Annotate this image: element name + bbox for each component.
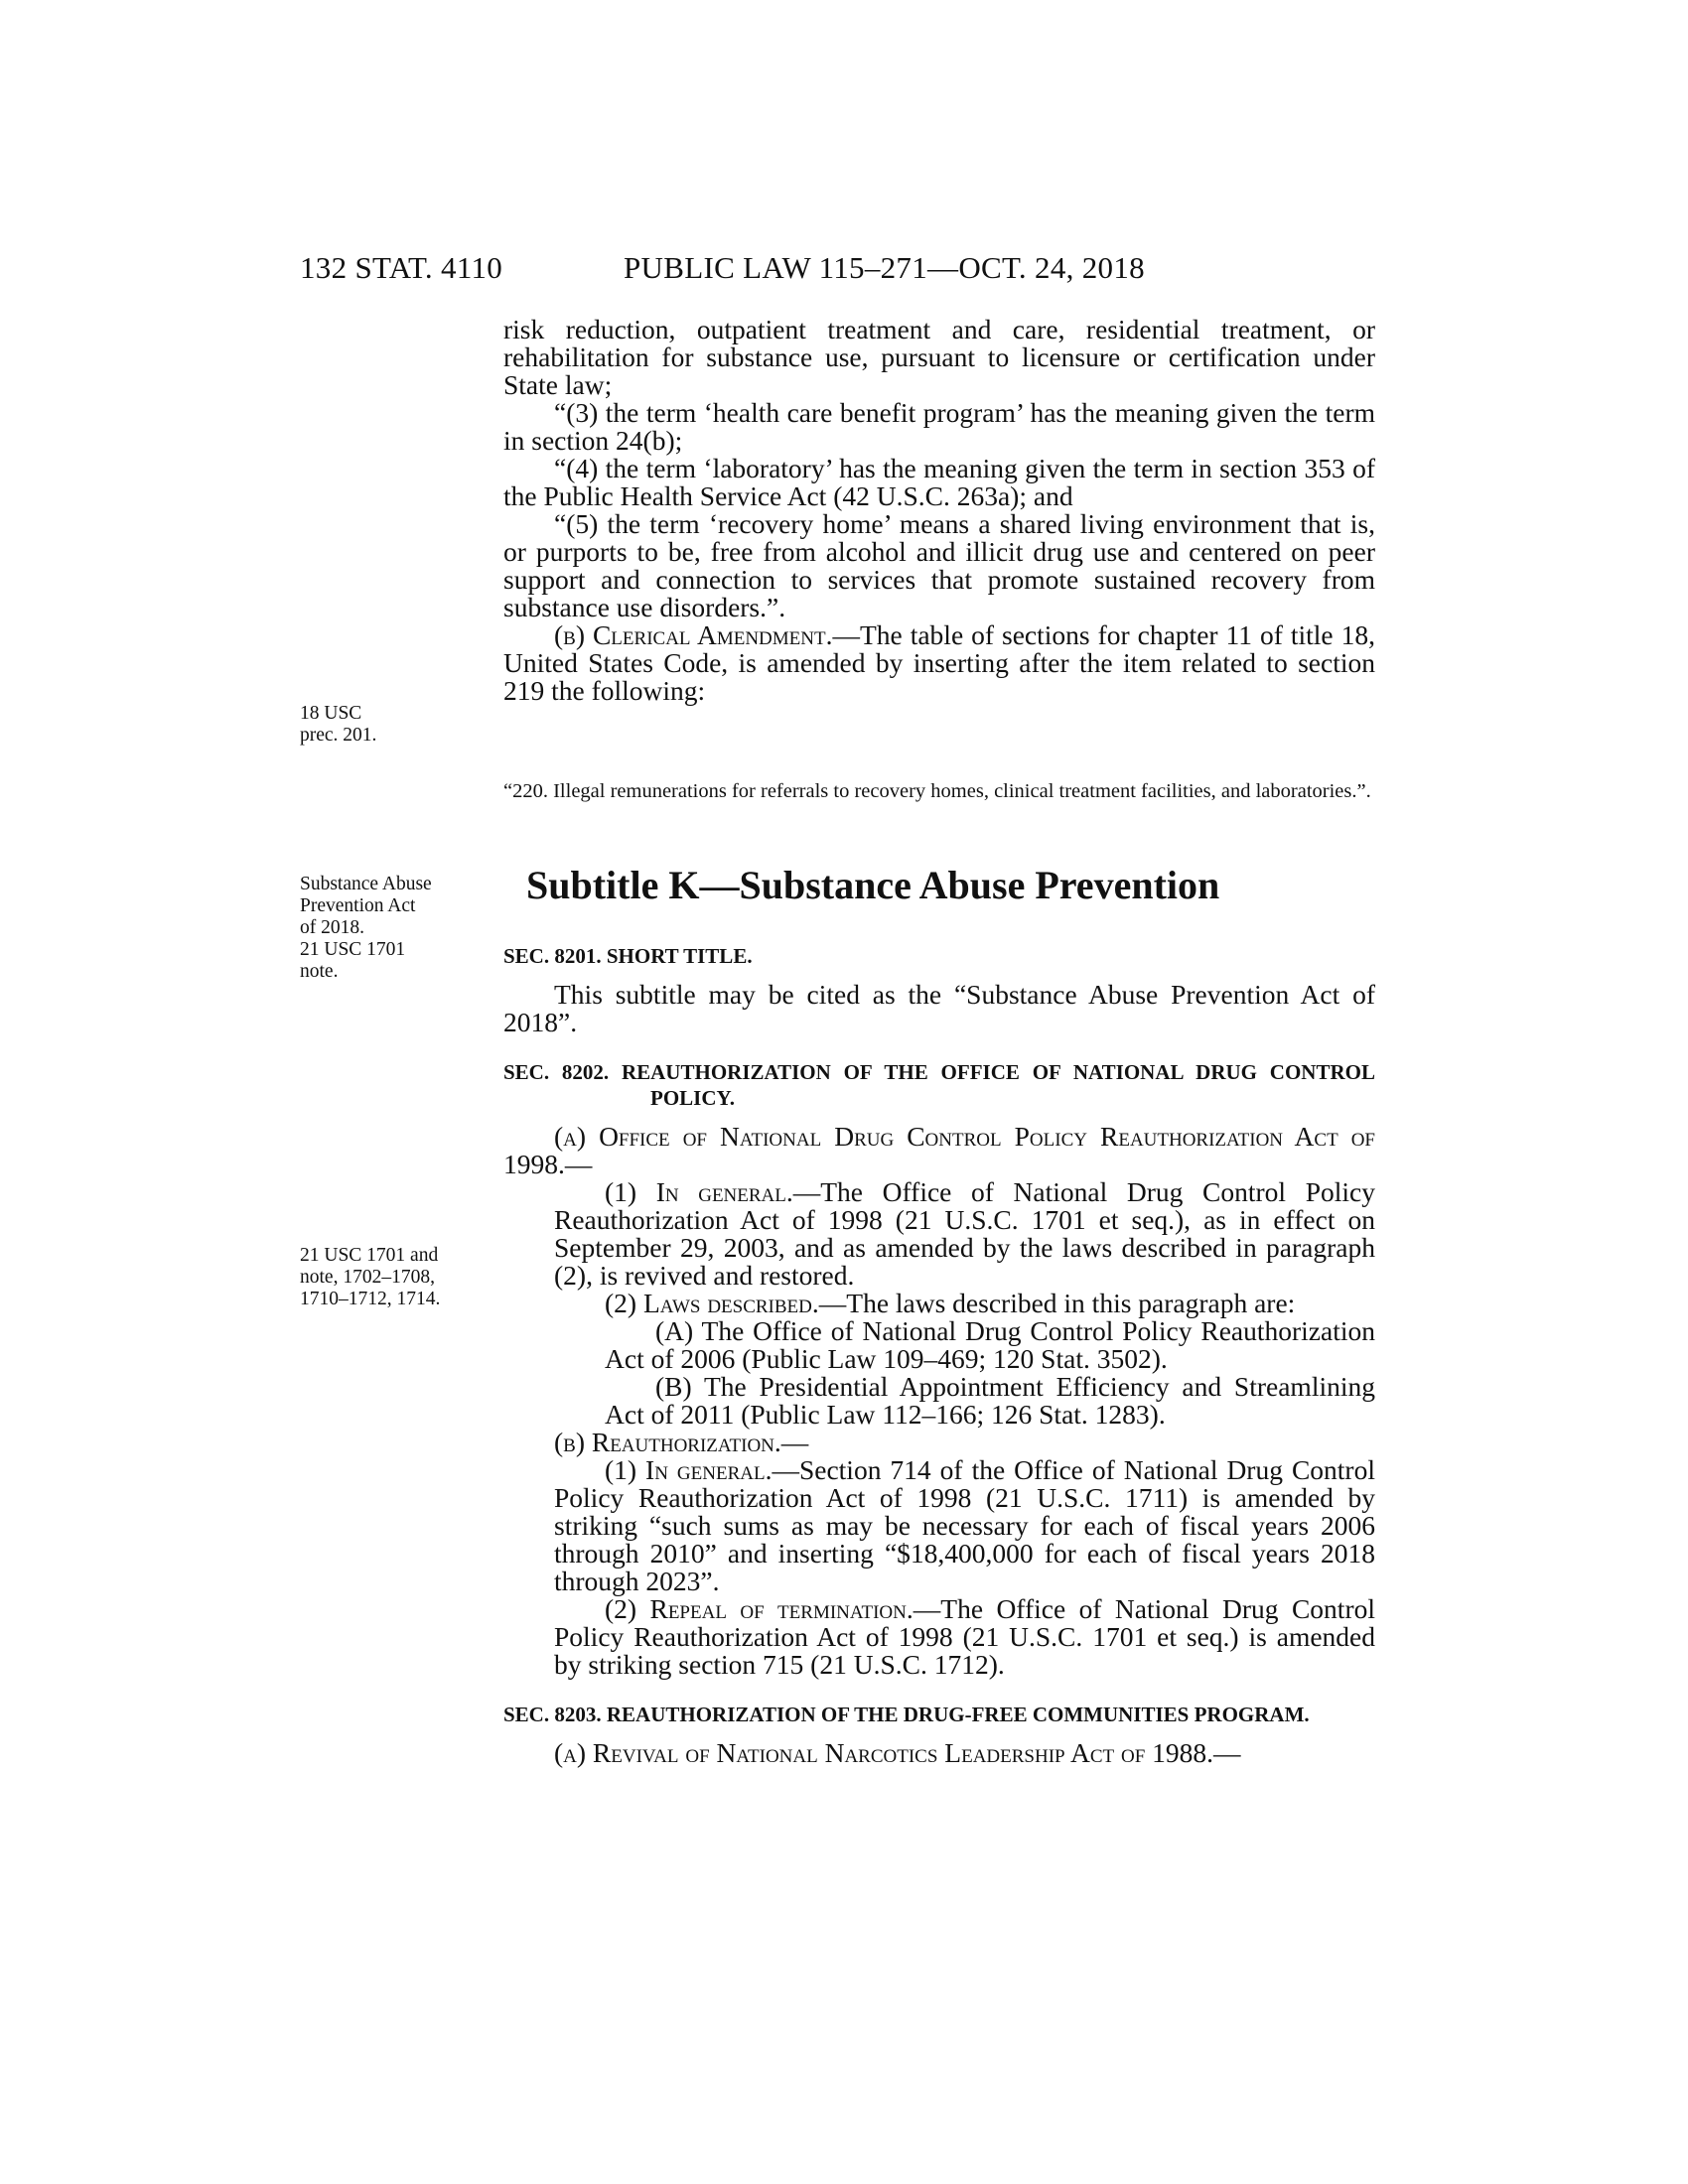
margin-note-line: 1710–1712, 1714.: [300, 1289, 441, 1309]
page-law-title: PUBLIC LAW 115–271—OCT. 24, 2018: [624, 250, 1145, 285]
sec-8202-heading: SEC. 8202. REAUTHORIZATION OF THE OFFICE OF NATIONAL DRUG CONTROL POLICY.: [503, 1060, 1375, 1110]
paragraph-definition-5: “(5) the term ‘recovery home’ means a shared living environment that is, or purports to be, free from alcohol and illicit drug use and centered on peer support and connection to services that promote sustained recovery from substance use disorders.”.: [503, 508, 1375, 622]
paragraph-definition-4: “(4) the term ‘laboratory’ has the meaning given the term in section 353 of the Public Health Service Act (42 U.S.C. 263a); and: [503, 453, 1375, 511]
margin-note-line: note.: [300, 961, 339, 982]
margin-note-substance-abuse-act: [300, 874, 479, 983]
sec-8202-a-label: (a) Office of National Drug Control Policy Reauthorization Act of 1998.: [503, 1121, 1375, 1179]
sec-8202-b-label: (b) Reauthorization.: [554, 1427, 781, 1457]
sec-8202-b1-text: —Section 714 of the Office of National Drug Control Policy Reauthorization Act of 1998 (21 U.S.C. 1711) is amended by striking “such sums as may be necessary for each of fiscal years 2006 through 2010” and inserting “$18,400,000 for each of fiscal years 2018 through 2023”.: [554, 1454, 1375, 1596]
sec-8202-b2: [503, 1595, 1375, 1679]
sec-8203-a-label: (a) Revival of National Narcotics Leadership Act of 1988.: [554, 1737, 1214, 1768]
margin-note-line: 18 USC: [300, 703, 362, 724]
margin-note-18-usc: [300, 703, 479, 747]
clerical-amendment-label: (b) Clerical Amendment.: [554, 619, 833, 650]
sec-8202-b-dash: —: [780, 1427, 809, 1457]
sections-block: [503, 943, 1375, 1767]
margin-note-line: prec. 201.: [300, 725, 377, 746]
sec-8202-a1-text: —The Office of National Drug Control Policy Reauthorization Act of 1998 (21 U.S.C. 1701 et seq.), as in effect on September 29, 2003, and as amended by the laws described in paragraph (2), is revived and restored.: [554, 1176, 1375, 1291]
sec-8202-a2-label: (2) Laws described.: [605, 1288, 819, 1318]
paragraph-continuation: risk reduction, outpatient treatment and care, residential treatment, or rehabilitation for substance use, pursuant to licensure or certification under State law;: [503, 314, 1375, 400]
margin-note-line: Prevention Act: [300, 895, 416, 916]
sec-8202-a1-label: (1) In general.: [605, 1176, 793, 1207]
margin-note-line: note, 1702–1708,: [300, 1267, 435, 1288]
sec-8202-b: [503, 1429, 1375, 1456]
paragraph-definition-3: “(3) the term ‘health care benefit program’ has the meaning given the term in section 24(b);: [503, 397, 1375, 456]
toc-item-220: “220. Illegal remunerations for referrals to recovery homes, clinical treatment facilities, and laboratories.”.: [503, 780, 1371, 802]
definitions-block: [503, 316, 1375, 705]
clerical-amendment-text: —The table of sections for chapter 11 of title 18, United States Code, is amended by inserting after the item related to section 219 the following:: [503, 619, 1375, 706]
margin-note-21-usc-1701: [300, 1245, 479, 1310]
sec-8202-a-dash: —: [564, 1149, 593, 1179]
sec-8203-heading: SEC. 8203. REAUTHORIZATION OF THE DRUG-FREE COMMUNITIES PROGRAM.: [503, 1703, 1310, 1726]
margin-note-line: of 2018.: [300, 917, 364, 938]
sec-8203-a: [503, 1739, 1375, 1767]
page-stat-reference: 132 STAT. 4110: [300, 250, 503, 285]
margin-note-line: 21 USC 1701 and: [300, 1245, 439, 1266]
sec-8202-b1: [503, 1456, 1375, 1595]
sec-8201-heading: SEC. 8201. SHORT TITLE.: [503, 944, 753, 968]
paragraph-clerical-amendment: [503, 621, 1375, 705]
margin-note-line: 21 USC 1701: [300, 939, 406, 960]
sec-8202-b1-label: (1) In general.: [605, 1454, 773, 1485]
subtitle-heading: Subtitle K—Substance Abuse Prevention: [526, 863, 1220, 907]
sec-8202-a2-A: (A) The Office of National Drug Control Policy Reauthorization Act of 2006 (Public Law 109–469; 120 Stat. 3502).: [605, 1315, 1375, 1374]
sec-8202-a: [503, 1123, 1375, 1178]
sec-8202-a1: [503, 1178, 1375, 1290]
sec-8201-text: This subtitle may be cited as the “Substance Abuse Prevention Act of 2018”.: [503, 979, 1375, 1037]
sec-8202-a2: [503, 1290, 1375, 1317]
sec-8203-a-dash: —: [1213, 1737, 1241, 1768]
sec-8202-b2-text: —The Office of National Drug Control Policy Reauthorization Act of 1998 (21 U.S.C. 1701 et seq.) is amended by striking section 715 (21 U.S.C. 1712).: [554, 1593, 1375, 1680]
sec-8202-a2-B: (B) The Presidential Appointment Efficiency and Streamlining Act of 2011 (Public Law 112–166; 126 Stat. 1283).: [605, 1371, 1375, 1430]
sec-8202-b2-label: (2) Repeal of termination.: [605, 1593, 914, 1624]
sec-8202-a2-text: —The laws described in this paragraph are:: [818, 1288, 1296, 1318]
margin-note-line: Substance Abuse: [300, 874, 432, 894]
